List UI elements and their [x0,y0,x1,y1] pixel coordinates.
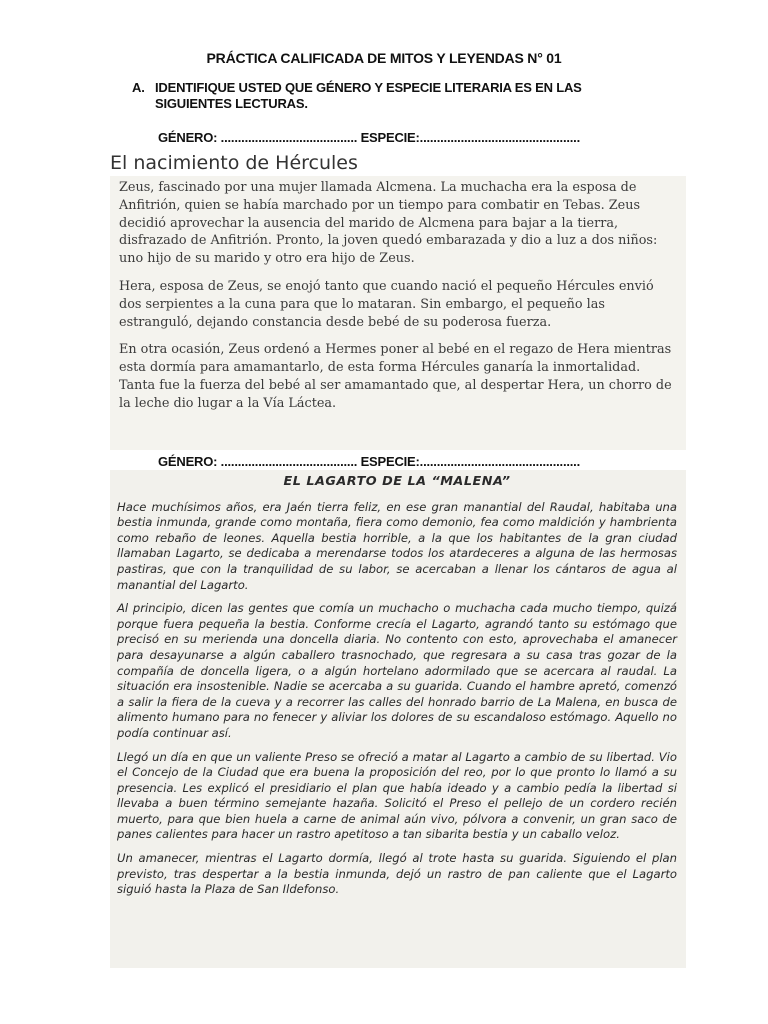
reading2-title: EL LAGARTO DE LA “MALENA” [283,474,511,489]
reading2-paragraph: Llegó un día en que un valiente Preso se ofreció a matar al Lagarto a cambio de su libertad. Vio el Concejo de la Ciudad que era buena la proposición del reo, por lo que pronto lo llamó a su presencia. Les explicó el presidiario el plan que había ideado y a cambio pedía la libertad si llevaba a buen término semejante hazaña. Solicitó el Preso el pellejo de un cordero recién muerto, para que bien huela a carne de animal aún vivo, pólvora a convenir, un gran saco de panes calientes para hacer un rastro apetitoso a tan sibarita bestia y un caballo veloz. [117,749,677,842]
reading1-paragraph: En otra ocasión, Zeus ordenó a Hermes poner al bebé en el regazo de Hera mientras esta dormía para amamantarlo, de esta forma Hércules ganaría la inmortalidad. Tanta fue la fuerza del bebé al ser amamantado que, al despertar Hera, un chorro de la leche dio lugar a la Vía Láctea. [119,342,672,411]
reading1-paragraph: Zeus, fascinado por una mujer llamada Alcmena. La muchacha era la esposa de Anfitrión, quien se había marchado por un tiempo para combatir en Tebas. Zeus decidió aprovechar la ausencia del marido de Alcmena para bajar a la tierra, disfrazado de Anfitrión. Pronto, la joven quedó embarazada y dio a luz a dos niños: uno hijo de su marido y otro era hijo de Zeus. [119,180,658,267]
reading2-paragraph: Hace muchísimos años, era Jaén tierra feliz, en ese gran manantial del Raudal, habitaba una bestia inmunda, grande como montaña, fiera como demonio, fea como maldición y hambrienta como rebaño de leones. Aquella bestia horrible, a la que los habitantes de la gran ciudad llamaban Lagarto, se dedicaba a merendarse todos los atardeceres a alguna de las hermosas pastiras, que con la tranquilidad de su labor, se acercaban a llenar los cántaros de agua al manantial del Lagarto. [117,499,677,592]
genre-species-line-2: GÉNERO: ........................................ ESPECIE:............................................... [158,454,581,469]
instruction [132,80,652,112]
reading1-body [110,176,686,450]
reading2-paragraph: Un amanecer, mientras el Lagarto dormía, llegó al trote hasta su guarida. Siguiendo el plan previsto, tras despertar a la bestia inmunda, dejó un rastro de pan caliente que el Lagarto siguió hasta la Plaza de San Ildefonso. [117,851,677,897]
page-title: PRÁCTICA CALIFICADA DE MITOS Y LEYENDAS N° 01 [206,50,562,66]
reading1-paragraph: Hera, esposa de Zeus, se enojó tanto que cuando nació el pequeño Hércules envió dos serpientes a la cuna para que lo mataran. Sin embargo, el pequeño las estranguló, dejando constancia desde bebé de su poderosa fuerza. [119,278,654,330]
instruction-text: IDENTIFIQUE USTED QUE GÉNERO Y ESPECIE LITERARIA ES EN LAS SIGUIENTES LECTURAS. [155,80,582,111]
reading2-paragraph: Al principio, dicen las gentes que comía un muchacho o muchacha cada mucho tiempo, quizá porque fuera pequeña la bestia. Conforme crecía el Lagarto, agrandó tanto su estómago que precisó en su merienda una doncella diaria. No contento con esto, aprovechaba el amanecer para desayunarse a algún caballero trasnochado, que regresara a su casa tras gozar de la compañía de doncella ligera, o a algún hortelano adormilado que se acercara al raudal. La situación era insostenible. Nadie se acercaba a su guarida. Cuando el hambre apretó, comenzó a salir la fiera de la cueva y a recorrer las calles del honrado barrio de La Malena, en busca de alimento humano para no fenecer y aliviar los dolores de su escandaloso estómago. Aquello no podía continuar así. [117,601,677,740]
instruction-number: A. [132,80,145,95]
reading2-body [110,470,686,968]
reading1-title: El nacimiento de Hércules [110,152,358,174]
genre-species-line-1: GÉNERO: ........................................ ESPECIE:............................................... [158,130,581,145]
